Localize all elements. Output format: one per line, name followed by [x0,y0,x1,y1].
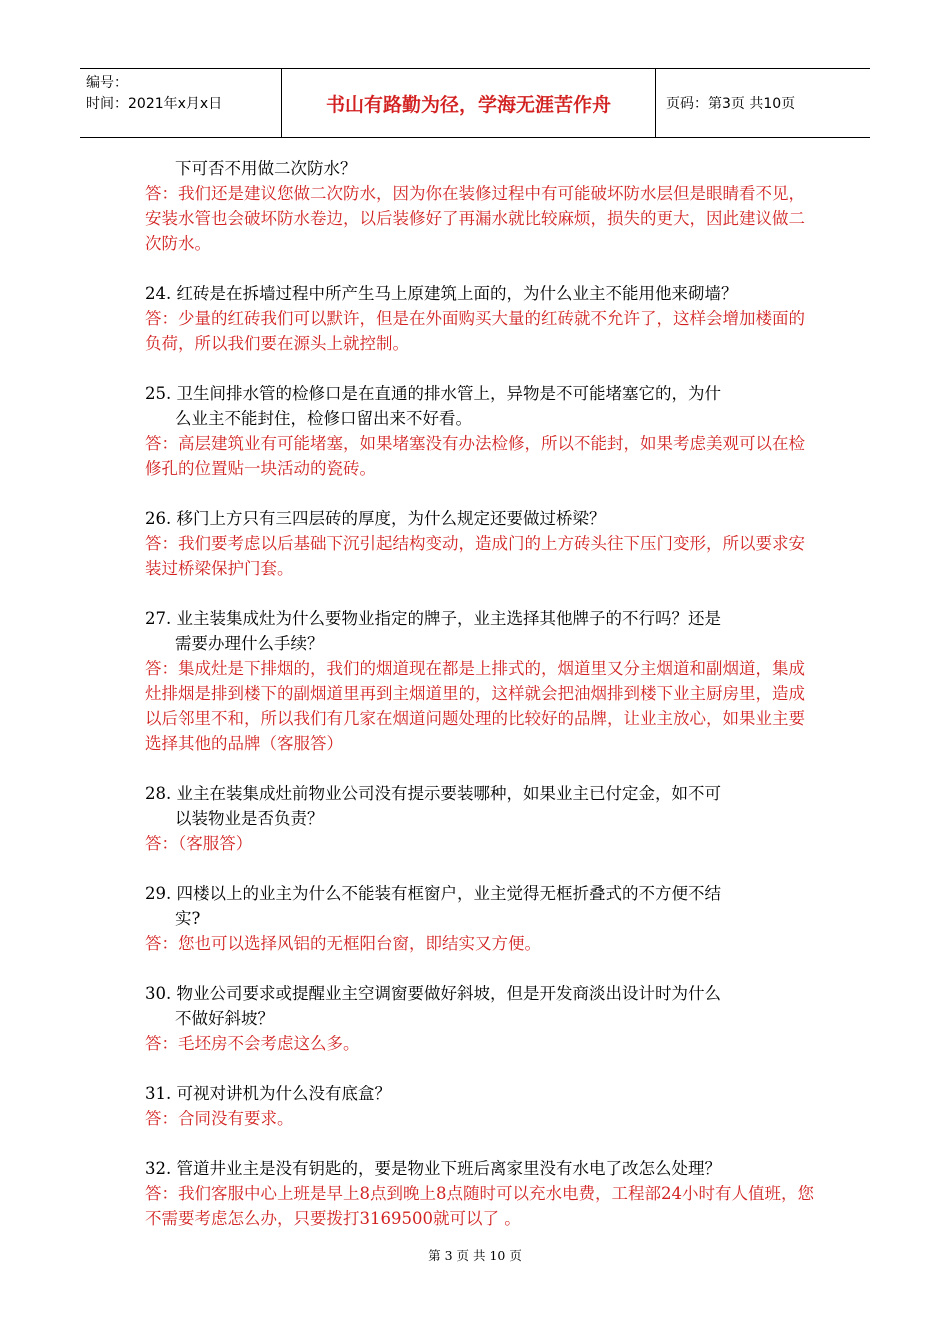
question-line-2: 实? [175,909,201,928]
page-footer: 第 3 页 共 10 页 [428,1248,522,1263]
page-header [80,68,870,138]
answer: 答：您也可以选择风铝的无框阳台窗，即结实又方便。 [145,934,541,953]
answer: 答：（客服答） [145,834,253,853]
question-line: 25. 卫生间排水管的检修口是在直通的排水管上，异物是不可能堵塞它的，为什 [145,384,721,403]
question-line: 27. 业主装集成灶为什么要物业指定的牌子，业主选择其他牌子的不行吗？还是 [145,609,721,628]
answer: 答：少量的红砖我们可以默许，但是在外面购买大量的红砖就不允许了，这样会增加楼面的负荷，所以我们要在源头上就控制。 [145,309,805,353]
header-motto: 书山有路勤为径，学海无涯苦作舟 [282,69,656,137]
answer: 答：我们客服中心上班是早上8点到晚上8点随时可以充水电费，工程部24小时有人值班，您不需要考虑怎么办，只要拨打3169500就可以了 。 [145,1184,814,1228]
question-line: 24. 红砖是在拆墙过程中所产生马上原建筑上面的，为什么业主不能用他来砌墙？ [145,284,738,303]
qa-item [145,381,817,481]
qa-item [145,881,817,956]
qa-item [145,1081,817,1131]
answer: 答：毛坯房不会考虑这么多。 [145,1034,360,1053]
question-line: 26. 移门上方只有三四层砖的厚度，为什么规定还要做过桥梁？ [145,509,606,528]
question-line-2: 以装物业是否负责？ [175,809,324,828]
continued-question: 下可否不用做二次防水？ [175,159,357,178]
qa-item [145,981,817,1056]
question-line: 28. 业主在装集成灶前物业公司没有提示要装哪种，如果业主已付定金，如不可 [145,784,721,803]
qa-item [145,281,817,356]
qa-item [145,606,817,756]
qa-item [145,1156,817,1231]
answer: 答：我们要考虑以后基础下沉引起结构变动，造成门的上方砖头往下压门变形，所以要求安装过桥梁保护门套。 [145,534,805,578]
qa-item [145,781,817,856]
question-line: 31. 可视对讲机为什么没有底盒？ [145,1084,391,1103]
question-line: 32. 管道井业主是没有钥匙的，要是物业下班后离家里没有水电了改怎么处理？ [145,1159,721,1178]
continued-answer: 答：我们还是建议您做二次防水，因为你在装修过程中有可能破坏防水层但是眼睛看不见，安装水管也会破坏防水卷边，以后装修好了再漏水就比较麻烦，损失的更大，因此建议做二次防水。 [145,184,805,253]
document-body [145,156,817,1231]
question-line: 30. 物业公司要求或提醒业主空调窗要做好斜坡，但是开发商淡出设计时为什么 [145,984,721,1003]
header-page-info: 页码：第3页 共10页 [666,96,796,112]
qa-item [145,506,817,581]
header-meta [80,69,282,137]
time-label: 时间：2021年x月x日 [86,96,223,112]
answer: 答：高层建筑业有可能堵塞，如果堵塞没有办法检修，所以不能封，如果考虑美观可以在检修孔的位置贴一块活动的瓷砖。 [145,434,805,478]
code-label: 编号： [86,75,128,91]
question-line-2: 么业主不能封住，检修口留出来不好看。 [175,409,472,428]
question-line: 29. 四楼以上的业主为什么不能装有框窗户，业主觉得无框折叠式的不方便不结 [145,884,721,903]
question-line-2: 不做好斜坡？ [175,1009,274,1028]
answer: 答：合同没有要求。 [145,1109,294,1128]
question-line-2: 需要办理什么手续？ [175,634,324,653]
answer: 答：集成灶是下排烟的，我们的烟道现在都是上排式的，烟道里又分主烟道和副烟道，集成灶排烟是排到楼下的副烟道里再到主烟道里的，这样就会把油烟排到楼下业主厨房里，造成以后邻里不和，所以我们有几家在烟道问题处理的比较好的品牌，让业主放心，如果业主要选择其他的品牌（客服答） [145,659,805,753]
